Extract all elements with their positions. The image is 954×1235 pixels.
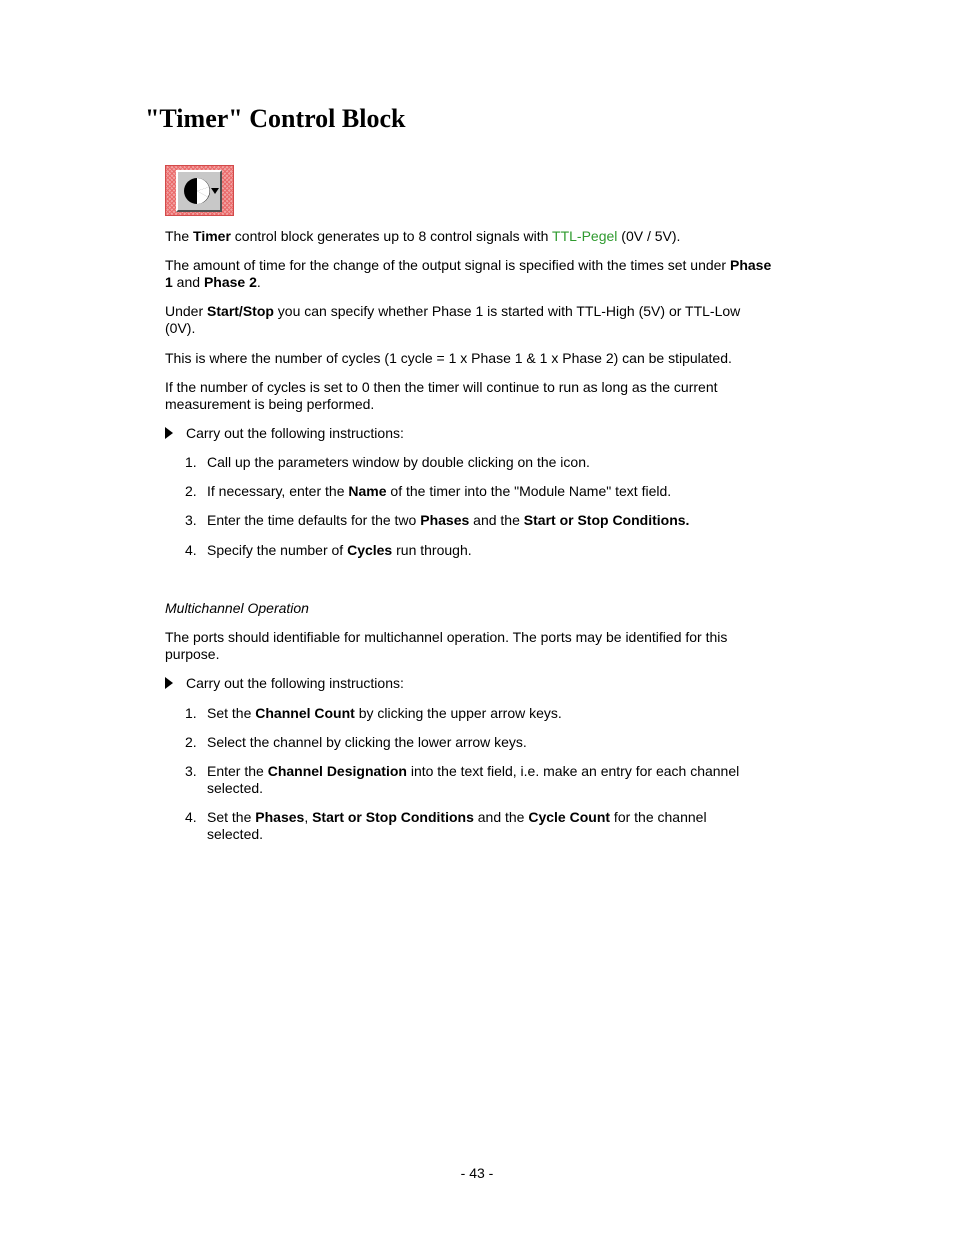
bullet-triangle-icon [165,677,173,689]
intro-paragraph-4: This is where the number of cycles (1 cycle = 1 x Phase 1 & 1 x Phase 2) can be stipulated. [165,350,732,366]
timer-block-icon[interactable] [165,165,234,216]
page-title: "Timer" Control Block [145,104,406,133]
intro-paragraph-1: The Timer control block generates up to 8 control signals with TTL-Pegel (0V / 5V). [165,228,681,244]
intro-paragraph-3: Under Start/Stop you can specify whether Phase 1 is started with TTL-High (5V) or TTL-Low (0V). [165,303,741,336]
intro-paragraph-2: The amount of time for the change of the output signal is specified with the times set under Phase 1 and Phase 2. [165,257,772,290]
intro-paragraph-5: If the number of cycles is set to 0 then the timer will continue to run as long as the current measurement is being performed. [165,379,718,412]
bullet-triangle-icon [165,427,173,439]
page-number: - 43 - [460,1165,494,1181]
section-heading-multichannel: Multichannel Operation [165,600,309,616]
multichannel-paragraph: The ports should identifiable for multichannel operation. The ports may be identified for this purpose. [165,629,728,662]
timer-icon [166,166,235,217]
ttl-pegel-link[interactable]: TTL-Pegel [552,228,618,244]
